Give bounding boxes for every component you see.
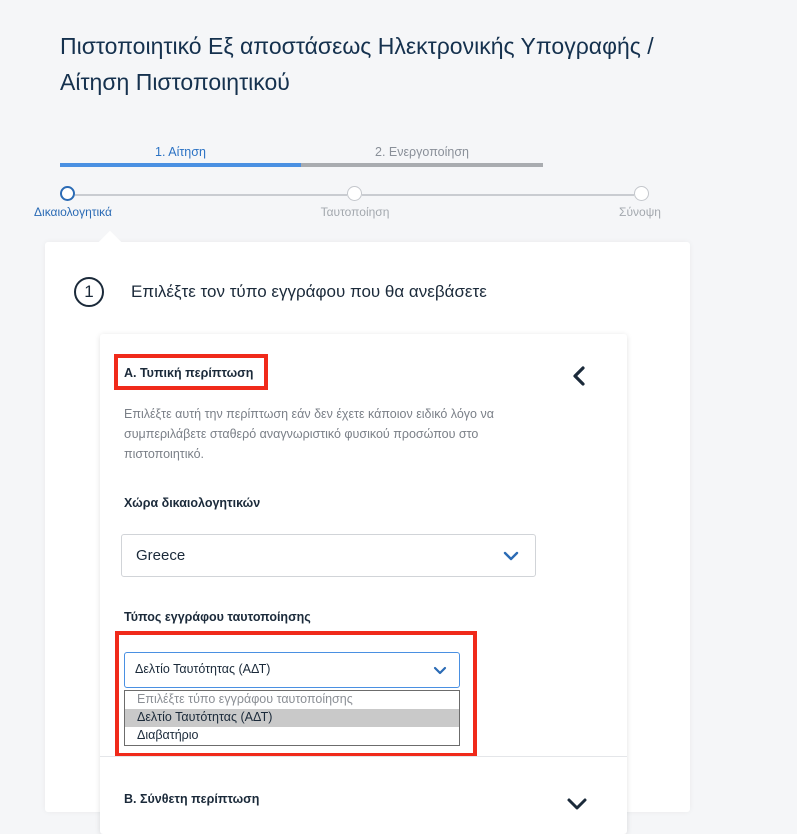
sub-step-documents-label: Δικαιολογητικά bbox=[34, 205, 112, 219]
card-notch bbox=[99, 231, 122, 254]
sub-step-summary-marker[interactable] bbox=[634, 186, 649, 201]
top-step-application[interactable] bbox=[60, 143, 301, 167]
chevron-down-icon bbox=[503, 549, 519, 563]
doc-type-option-placeholder[interactable]: Επιλέξτε τύπο εγγράφου ταυτοποίησης bbox=[137, 692, 353, 706]
case-a-panel bbox=[100, 334, 627, 834]
case-a-description: Επιλέξτε αυτή την περίπτωση εάν δεν έχετε κάποιον ειδικό λόγο να συμπεριλάβετε σταθερό αναγνωριστικό φυσικού προσώπου στο πιστοποιητικό. bbox=[124, 407, 494, 461]
doc-type-dropdown-list bbox=[124, 690, 460, 746]
wizard-top-steps bbox=[60, 143, 543, 167]
sub-stepper-line bbox=[75, 194, 347, 196]
chevron-left-icon[interactable] bbox=[569, 364, 589, 388]
chevron-down-icon bbox=[433, 664, 447, 676]
section-number-badge: 1 bbox=[74, 277, 104, 307]
top-step-label: 1. Αίτηση bbox=[155, 145, 206, 159]
sub-step-summary-label: Σύνοψη bbox=[619, 205, 661, 219]
top-step-progress-bar bbox=[301, 163, 543, 167]
sub-step-identification-marker[interactable] bbox=[347, 186, 362, 201]
chevron-down-icon[interactable] bbox=[565, 794, 589, 814]
panel-divider bbox=[100, 756, 627, 757]
page-title-line-1: Πιστοποιητικό Εξ αποστάσεως Ηλεκτρονικής Υπογραφής / bbox=[60, 33, 654, 59]
document-selection-card bbox=[45, 242, 690, 812]
case-a-title[interactable]: Α. Τυπική περίπτωση bbox=[124, 366, 254, 380]
section-heading: Επιλέξτε τον τύπο εγγράφου που θα ανεβάσετε bbox=[131, 282, 487, 301]
doc-type-option-id-card[interactable]: Δελτίο Ταυτότητας (ΑΔΤ) bbox=[125, 709, 459, 727]
page-title bbox=[60, 28, 760, 100]
sub-step-documents-marker[interactable] bbox=[60, 186, 75, 201]
doc-type-option-passport[interactable]: Διαβατήριο bbox=[137, 728, 199, 742]
case-b-title[interactable]: Β. Σύνθετη περίπτωση bbox=[124, 792, 260, 806]
top-step-label: 2. Ενεργοποίηση bbox=[375, 145, 469, 159]
top-step-activation[interactable] bbox=[301, 143, 543, 167]
top-step-progress-bar bbox=[60, 163, 301, 167]
country-label: Χώρα δικαιολογητικών bbox=[124, 496, 261, 510]
page-title-line-2: Αίτηση Πιστοποιητικού bbox=[60, 69, 290, 95]
doc-type-select-value: Δελτίο Ταυτότητας (ΑΔΤ) bbox=[135, 662, 271, 676]
sub-stepper-line bbox=[362, 194, 634, 196]
country-select[interactable] bbox=[121, 534, 536, 577]
country-select-value: Greece bbox=[136, 547, 186, 564]
doc-type-select[interactable] bbox=[124, 652, 460, 688]
sub-stepper bbox=[0, 183, 797, 223]
sub-step-identification-label: Ταυτοποίηση bbox=[320, 205, 390, 219]
doc-type-label: Τύπος εγγράφου ταυτοποίησης bbox=[124, 610, 311, 624]
